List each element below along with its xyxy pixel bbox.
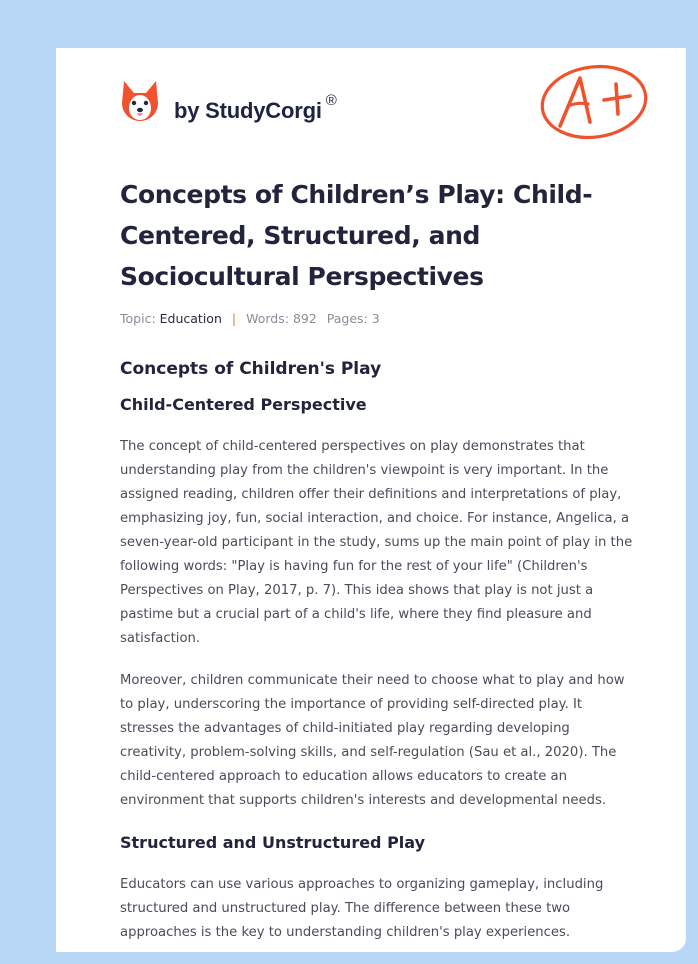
pages-value: 3 xyxy=(371,311,380,326)
a-plus-grade-icon xyxy=(538,60,650,142)
topic-link[interactable]: Education xyxy=(159,311,222,326)
paragraph: Moreover, children communicate their need to choose what to play and how to play, underscoring the importance of providing self-directed play. It stresses the advantages of child-initiated play regarding developing creativity, problem-solving skills, and self-regulation (Sau et al., 2020). The child-centered approach to education allows educators to create an environment that supports children's interests and developmental needs. xyxy=(120,673,625,808)
section-heading: Concepts of Children's Play xyxy=(120,359,382,379)
article-title: Concepts of Children’s Play: Child-Centered, Structured, and Sociocultural Perspectives xyxy=(120,180,593,291)
article xyxy=(120,174,635,945)
subsection-heading: Child-Centered Perspective xyxy=(120,395,367,414)
header xyxy=(120,76,660,146)
corgi-logo-icon xyxy=(120,79,160,123)
paragraph: The concept of child-centered perspectives on play demonstrates that understanding play from the children's viewpoint is very important. In the assigned reading, children offer their definitions and interpretations of play, emphasizing joy, fun, social interaction, and choice. For instance, Angelica, a seven-year-old participant in the study, sums up the main point of play in the following words: "Play is having fun for the rest of your life" (Children's Perspectives on Play, 2017, p. 7). This idea shows that play is not just a pastime but a crucial part of a child's life, where they find pleasure and satisfaction. xyxy=(120,439,633,646)
paragraph: Educators can use various approaches to organizing gameplay, including structured and unstructured play. The difference between these two approaches is the key to understanding children's play experiences. xyxy=(120,877,604,940)
subsection-heading: Structured and Unstructured Play xyxy=(120,833,426,852)
studycorgi-logo[interactable] xyxy=(120,76,337,126)
document-page xyxy=(56,48,686,952)
article-meta xyxy=(120,311,635,331)
brand-name: by StudyCorgi xyxy=(174,98,322,123)
registered-mark: ® xyxy=(325,91,337,109)
words-label: Words: xyxy=(246,311,289,326)
pages-label: Pages: xyxy=(326,311,368,326)
meta-separator: | xyxy=(231,311,237,326)
words-value: 892 xyxy=(292,311,317,326)
topic-label: Topic: xyxy=(120,311,156,326)
